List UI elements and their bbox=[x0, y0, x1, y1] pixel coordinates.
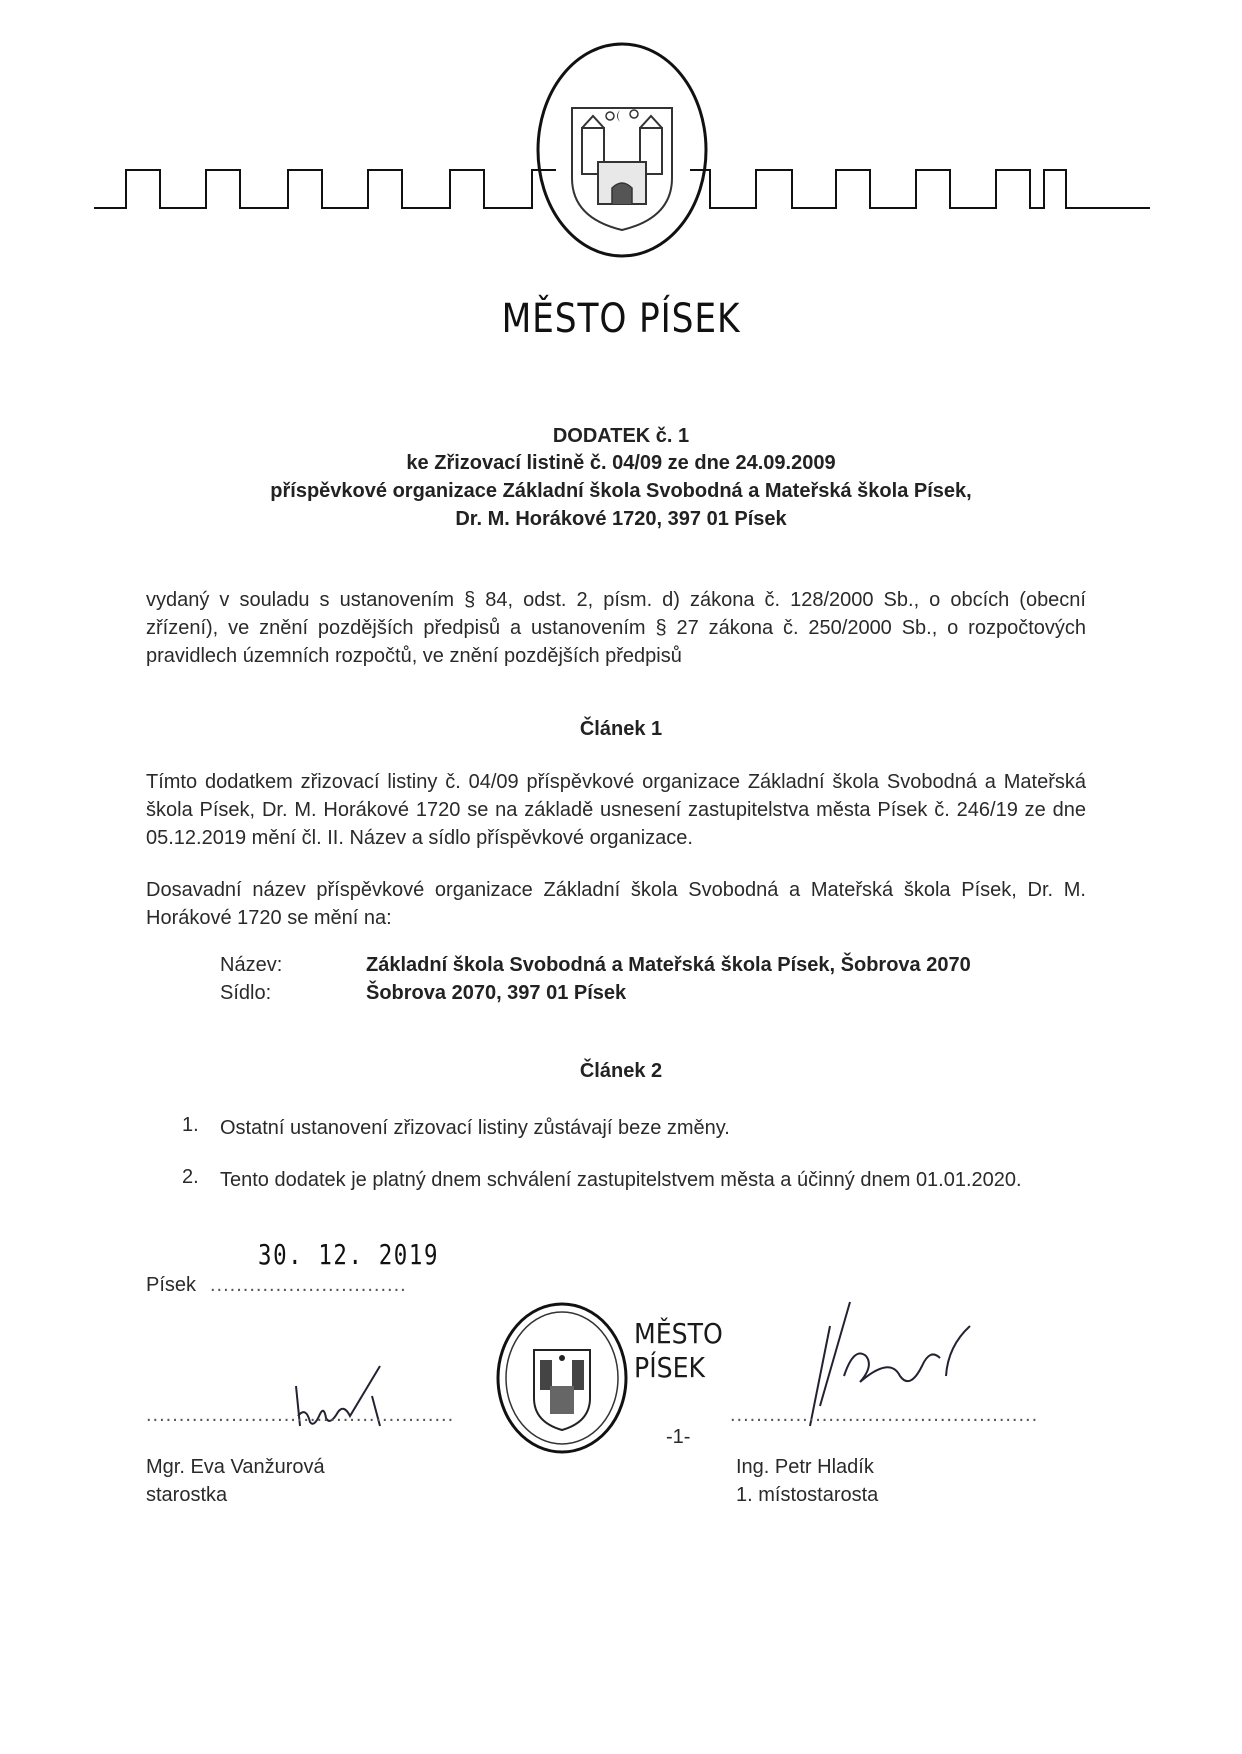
place-dots: .............................. bbox=[210, 1274, 407, 1296]
name-label: Název: bbox=[220, 954, 283, 976]
right-signatory-role: 1. místostarosta bbox=[736, 1484, 879, 1506]
document-subtitle-1: ke Zřizovací listině č. 04/09 ze dne 24.09.2009 bbox=[406, 452, 836, 474]
left-signatory-role: starostka bbox=[146, 1484, 228, 1506]
left-signature-line: ............................................... bbox=[146, 1404, 455, 1426]
place-label: Písek bbox=[146, 1274, 197, 1296]
page-number: -1- bbox=[666, 1426, 691, 1448]
document-subtitle-2: příspěvkové organizace Základní škola Svobodná a Mateřská škola Písek, bbox=[270, 480, 972, 502]
stamp-text-line-2: PÍSEK bbox=[634, 1351, 706, 1384]
right-signature-line: ............................................... bbox=[730, 1404, 1039, 1426]
coat-of-arms bbox=[538, 44, 706, 256]
seat-label: Sídlo: bbox=[220, 982, 272, 1004]
official-stamp-seal bbox=[492, 1298, 632, 1458]
article-1-heading: Článek 1 bbox=[579, 718, 663, 740]
article-1-paragraph-2: Dosavadní název příspěvkové organizace Základní škola Svobodná a Mateřská škola Písek, Dr. M. Horákové 1720 se mění na: bbox=[146, 879, 1086, 929]
article-1-paragraph-1: Tímto dodatkem zřizovací listiny č. 04/09 příspěvkové organizace Základní škola Svobodná a Mateřská škola Písek, Dr. M. Horákové 1720 se na základě usnesení zastupitelstva města Písek č. 246/19 ze dne 05.12.2019 mění čl. II. Název a sídlo příspěvkové organizace. bbox=[146, 771, 1086, 849]
date-stamp: 30. 12. 2019 bbox=[258, 1238, 440, 1271]
battlement-line-left bbox=[94, 170, 556, 208]
right-signatory-name: Ing. Petr Hladík bbox=[736, 1456, 874, 1478]
preamble-paragraph: vydaný v souladu s ustanovením § 84, odst. 2, písm. d) zákona č. 128/2000 Sb., o obcích (obecní zřízení), ve znění pozdějších předpisů a ustanovením § 27 zákona č. 250/2000 Sb., o rozpočtových pravidlech územních rozpočtů, ve znění pozdějších předpisů bbox=[146, 589, 1086, 667]
document-title: DODATEK č. 1 bbox=[552, 425, 690, 447]
header-ornament bbox=[0, 0, 1242, 300]
list-item-text: Tento dodatek je platný dnem schválení zastupitelstvem města a účinný dnem 01.01.2020. bbox=[220, 1169, 1022, 1191]
battlement-line-right bbox=[690, 170, 1150, 208]
article-2-heading: Článek 2 bbox=[579, 1060, 663, 1082]
list-item-text: Ostatní ustanovení zřizovací listiny zůstávají beze změny. bbox=[220, 1117, 730, 1139]
stamp-text-line-1: MĚSTO bbox=[634, 1317, 723, 1350]
left-signatory-name: Mgr. Eva Vanžurová bbox=[146, 1456, 325, 1478]
list-item-number: 2. bbox=[182, 1166, 199, 1188]
name-value: Základní škola Svobodná a Mateřská škola Písek, Šobrova 2070 bbox=[366, 954, 971, 976]
list-item-number: 1. bbox=[182, 1114, 199, 1136]
seat-value: Šobrova 2070, 397 01 Písek bbox=[366, 982, 627, 1004]
town-title: MĚSTO PÍSEK bbox=[501, 296, 741, 342]
document-subtitle-3: Dr. M. Horákové 1720, 397 01 Písek bbox=[455, 508, 787, 530]
